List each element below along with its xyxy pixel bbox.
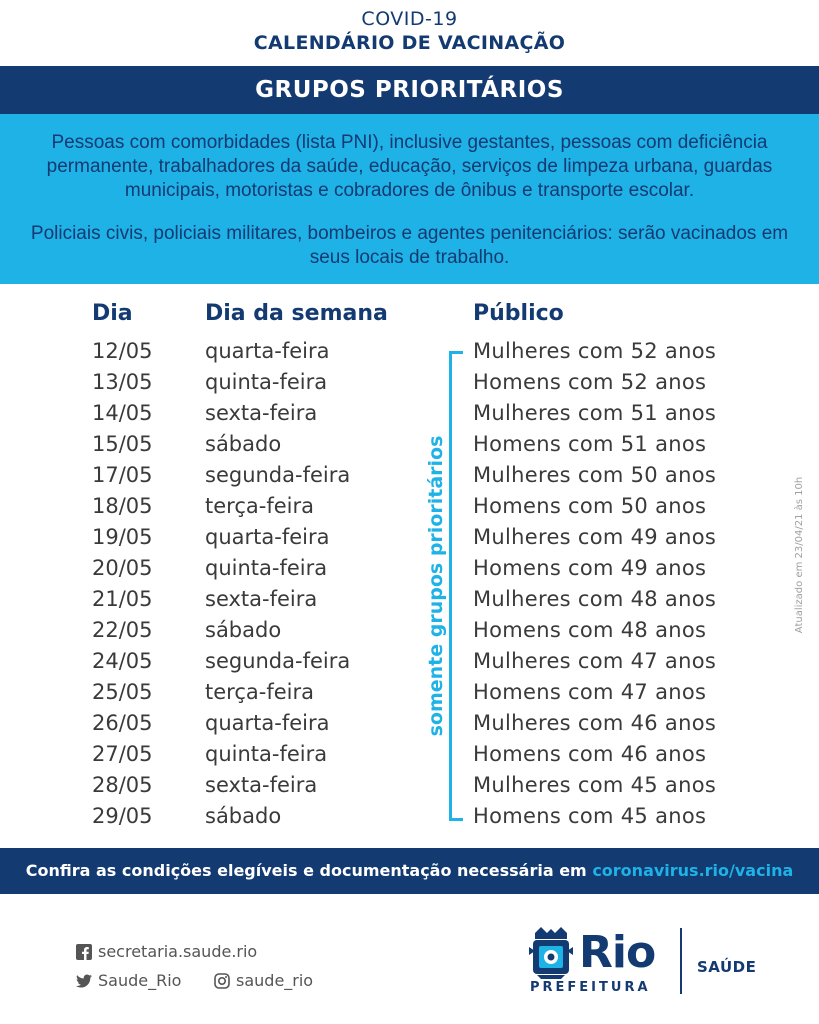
cell-dia-semana: quinta-feira xyxy=(205,742,328,766)
cell-publico: Homens com 52 anos xyxy=(473,370,707,394)
column-header-dia-semana: Dia da semana xyxy=(205,301,388,326)
cell-dia: 22/05 xyxy=(92,618,153,642)
logo-divider xyxy=(680,928,682,994)
prefeitura-rio-logo xyxy=(525,925,670,1000)
table-row xyxy=(0,429,819,460)
cell-publico: Mulheres com 51 anos xyxy=(473,401,717,425)
twitter-handle: Saude_Rio xyxy=(98,971,182,990)
cell-publico: Homens com 50 anos xyxy=(473,494,707,518)
cell-dia-semana: terça-feira xyxy=(205,680,314,704)
schedule-table xyxy=(0,336,819,832)
cell-dia: 29/05 xyxy=(92,804,153,828)
cell-dia: 12/05 xyxy=(92,339,153,363)
cell-dia-semana: sábado xyxy=(205,804,282,828)
department-name: SAÚDE xyxy=(697,958,757,976)
cell-publico: Mulheres com 49 anos xyxy=(473,525,717,549)
info-paragraph-2: Policiais civis, policiais militares, bombeiros e agentes penitenciários: serão vacinados em seus locais de trabalho. xyxy=(30,223,789,268)
cell-publico: Homens com 49 anos xyxy=(473,556,707,580)
cell-publico: Homens com 45 anos xyxy=(473,804,707,828)
cell-dia: 15/05 xyxy=(92,432,153,456)
cell-publico: Mulheres com 52 anos xyxy=(473,339,717,363)
cell-dia-semana: quarta-feira xyxy=(205,711,330,735)
cell-dia: 25/05 xyxy=(92,680,153,704)
rio-crest-icon xyxy=(527,927,575,979)
cell-dia-semana: sexta-feira xyxy=(205,401,318,425)
table-row xyxy=(0,584,819,615)
updated-note: Atualizado em 23/04/21 às 10h xyxy=(794,476,805,634)
table-row xyxy=(0,739,819,770)
header-covid: COVID-19 xyxy=(361,8,458,30)
table-row xyxy=(0,615,819,646)
cell-dia-semana: sábado xyxy=(205,432,282,456)
table-row xyxy=(0,336,819,367)
table-row xyxy=(0,708,819,739)
cell-dia-semana: segunda-feira xyxy=(205,463,351,487)
instagram-icon xyxy=(214,973,230,989)
cell-dia: 19/05 xyxy=(92,525,153,549)
table-row xyxy=(0,460,819,491)
cell-dia: 13/05 xyxy=(92,370,153,394)
cell-publico: Mulheres com 50 anos xyxy=(473,463,717,487)
logo-word: Rio xyxy=(579,927,656,978)
cell-dia: 18/05 xyxy=(92,494,153,518)
cell-publico: Mulheres com 47 anos xyxy=(473,649,717,673)
cell-dia-semana: terça-feira xyxy=(205,494,314,518)
column-header-publico: Público xyxy=(473,301,564,326)
social-facebook[interactable] xyxy=(76,942,257,962)
cell-publico: Homens com 47 anos xyxy=(473,680,707,704)
cell-dia: 17/05 xyxy=(92,463,153,487)
social-twitter[interactable] xyxy=(76,971,181,991)
table-row xyxy=(0,367,819,398)
twitter-icon xyxy=(76,973,92,989)
cell-publico: Mulheres com 46 anos xyxy=(473,711,717,735)
info-paragraph-1: Pessoas com comorbidades (lista PNI), inclusive gestantes, pessoas com deficiência permanente, trabalhadores da saúde, educação, serviços de limpeza urbana, guardas municipais, motoristas e cobradores de ônibus e transporte escolar. xyxy=(46,132,773,201)
cell-dia: 14/05 xyxy=(92,401,153,425)
cell-dia-semana: quarta-feira xyxy=(205,525,330,549)
cell-publico: Mulheres com 48 anos xyxy=(473,587,717,611)
table-row xyxy=(0,770,819,801)
cell-publico: Mulheres com 45 anos xyxy=(473,773,717,797)
cell-dia: 21/05 xyxy=(92,587,153,611)
table-row xyxy=(0,553,819,584)
cell-dia-semana: quinta-feira xyxy=(205,556,328,580)
header-title: CALENDÁRIO DE VACINAÇÃO xyxy=(253,32,566,54)
cell-dia-semana: sábado xyxy=(205,618,282,642)
table-row xyxy=(0,801,819,832)
cell-dia: 26/05 xyxy=(92,711,153,735)
footer-text: Confira as condições elegíveis e documentação necessária em xyxy=(25,861,587,880)
column-header-dia: Dia xyxy=(92,301,133,326)
table-row xyxy=(0,398,819,429)
cell-dia: 20/05 xyxy=(92,556,153,580)
cell-publico: Homens com 46 anos xyxy=(473,742,707,766)
cell-dia-semana: quarta-feira xyxy=(205,339,330,363)
table-row xyxy=(0,677,819,708)
social-instagram[interactable] xyxy=(214,971,313,991)
cell-dia: 28/05 xyxy=(92,773,153,797)
priority-bracket xyxy=(449,351,463,821)
cell-dia-semana: segunda-feira xyxy=(205,649,351,673)
cell-publico: Homens com 51 anos xyxy=(473,432,707,456)
info-box xyxy=(0,114,819,284)
logo-subtitle: PREFEITURA xyxy=(530,980,651,995)
instagram-handle: saude_rio xyxy=(236,971,314,990)
facebook-handle: secretaria.saude.rio xyxy=(98,942,258,961)
cell-dia: 27/05 xyxy=(92,742,153,766)
cell-publico: Homens com 48 anos xyxy=(473,618,707,642)
table-row xyxy=(0,491,819,522)
cell-dia: 24/05 xyxy=(92,649,153,673)
cell-dia-semana: sexta-feira xyxy=(205,773,318,797)
footer-link[interactable]: coronavirus.rio/vacina xyxy=(592,861,794,880)
table-row xyxy=(0,646,819,677)
cell-dia-semana: quinta-feira xyxy=(205,370,328,394)
table-row xyxy=(0,522,819,553)
facebook-icon xyxy=(76,944,92,960)
header xyxy=(0,8,819,56)
footer-band xyxy=(0,848,819,894)
section-title: GRUPOS PRIORITÁRIOS xyxy=(0,66,819,114)
cell-dia-semana: sexta-feira xyxy=(205,587,318,611)
bracket-label: somente grupos prioritários xyxy=(424,426,448,746)
